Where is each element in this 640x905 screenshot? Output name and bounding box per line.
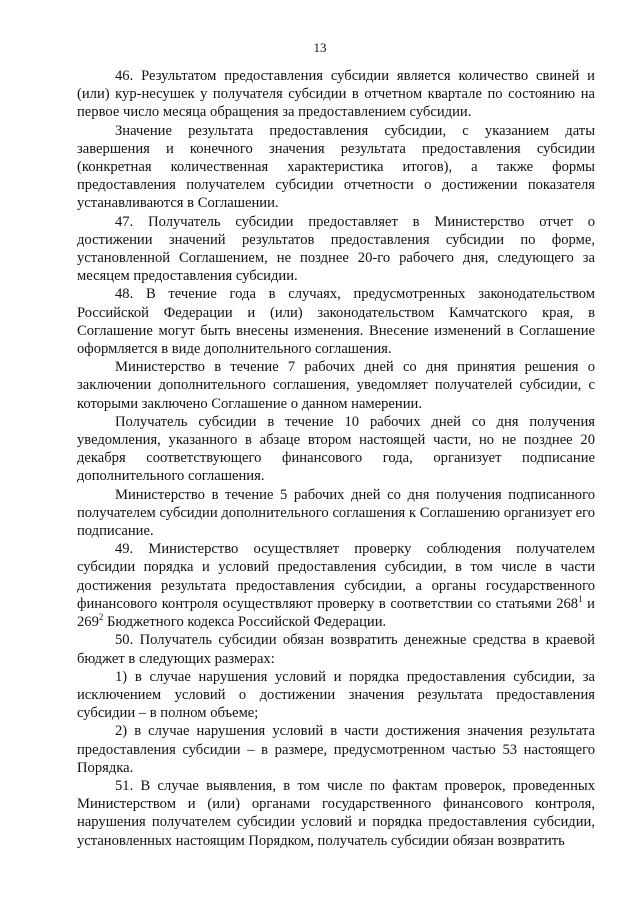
paragraph-49-text-middle: и 269 — [77, 595, 595, 631]
paragraph-ministry-signing: Министерство в течение 5 рабочих дней со дня получения подписанного получателем субсидии дополнительного соглашения к Соглашению организует его подписание. — [77, 486, 595, 540]
paragraph-47: 47. Получатель субсидии предоставляет в Министерство отчет о достижении значений результатов предоставления субсидии по форме, установленной Соглашением, не позднее 20-го рабочего дня, следующего за месяцем предоставления субсидии. — [77, 213, 595, 285]
footnote-superscript-1: 1 — [578, 594, 583, 605]
paragraph-49-text-before: 49. Министерство осуществляет проверку соблюдения получателем субсидии порядка и условий предоставления субсидии, в том числе в части достижения результата предоставления субсидии, а органы государственного финансового контроля осуществляют проверку в соответствии со статьями 268 — [77, 541, 595, 612]
paragraph-49-text-after: Бюджетного кодекса Российской Федерации. — [103, 614, 387, 631]
paragraph-recipient-signing: Получатель субсидии в течение 10 рабочих дней со дня получения уведомления, указанного в абзаце втором настоящей части, но не позднее 20 декабря соответствующего финансового года, организует подписание дополнительного соглашения. — [77, 413, 595, 485]
page-number: 13 — [313, 40, 327, 55]
paragraph-46: 46. Результатом предоставления субсидии является количество свиней и (или) кур-несушек у получателя субсидии в отчетном квартале по состоянию на первое число месяца обращения за предоставлением субсидии. — [77, 68, 595, 121]
paragraph-result-value: Значение результата предоставления субсидии, с указанием даты завершения и конечного значения результата предоставления субсидии (конкретная количественная характеристика итогов), а также формы предоставления получателем субсидии отчетности о достижении показателя устанавливаются в Соглашении. — [77, 122, 595, 212]
paragraph-50: 50. Получатель субсидии обязан возвратить денежные средства в краевой бюджет в следующих размерах: — [77, 632, 595, 667]
paragraph-ministry-notice: Министерство в течение 7 рабочих дней со дня принятия решения о заключении дополнительного соглашения, уведомляет получателей субсидии, с которыми заключено Соглашение о данном намерении. — [77, 359, 595, 412]
list-item-1: 1) в случае нарушения условий и порядка предоставления субсидии, за исключением условий о достижении значения результата предоставления субсидии – в полном объеме; — [77, 668, 595, 722]
list-item-2: 2) в случае нарушения условий в части достижения значения результата предоставления субсидии – в размере, предусмотренном частью 53 настоящего Порядка. — [77, 723, 595, 776]
paragraph-48: 48. В течение года в случаях, предусмотренных законодательством Российской Федерации и (или) законодательством Камчатского края, в Соглашение могут быть внесены изменения. Внесение изменений в Соглашение оформляется в виде дополнительного соглашения. — [77, 286, 595, 358]
paragraph-51: 51. В случае выявления, в том числе по фактам проверок, проведенных Министерством и (или) органами государственного финансового контроля, нарушения получателем субсидии условий и порядка предоставления субсидии, установленных настоящим Порядком, получатель субсидии обязан возвратить — [77, 777, 595, 849]
footnote-superscript-2: 2 — [98, 612, 104, 623]
document-body — [77, 67, 595, 850]
paragraph-49 — [77, 540, 595, 631]
